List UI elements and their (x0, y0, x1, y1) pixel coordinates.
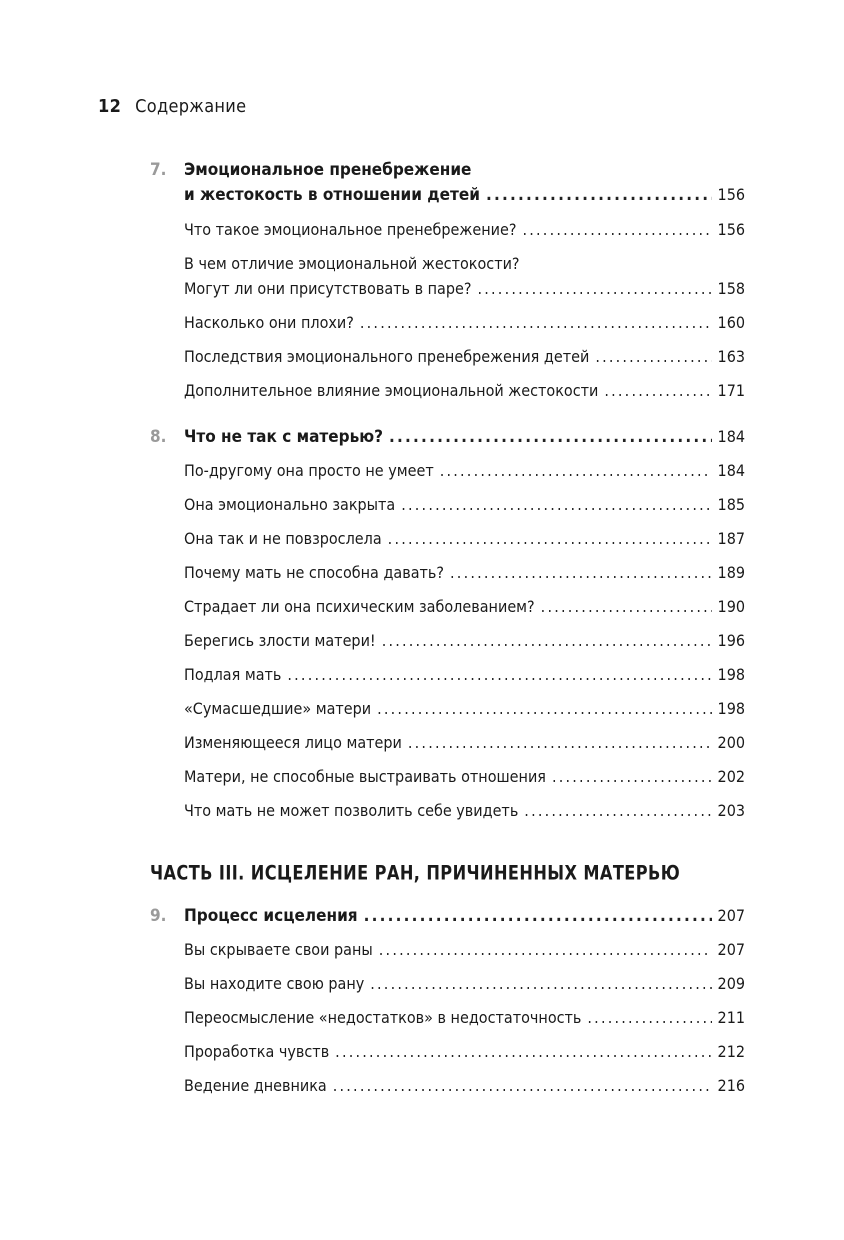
dot-leader (287, 665, 711, 684)
toc-entry[interactable] (184, 185, 745, 205)
section-title: Вы скрываете свои раны (184, 940, 373, 959)
dot-leader (486, 185, 712, 205)
section-title: Ведение дневника (184, 1076, 327, 1095)
dot-leader (389, 427, 712, 447)
part-title: ЧАСТЬ III. ИСЦЕЛЕНИЕ РАН, ПРИЧИНЕННЫХ МАТЕРЬЮ (150, 862, 681, 885)
page-reference: 203 (717, 801, 745, 820)
toc-entry[interactable] (184, 529, 745, 548)
dot-leader (604, 381, 711, 400)
chapter-number: 7. (150, 160, 167, 180)
section-title: Дополнительное влияние эмоциональной жестокости (184, 381, 599, 400)
toc-entry[interactable] (184, 1042, 745, 1061)
page-reference: 190 (717, 597, 745, 616)
dot-leader (541, 597, 712, 616)
toc-entry[interactable] (184, 733, 745, 752)
toc-entry[interactable] (184, 347, 745, 366)
toc-entry[interactable] (184, 427, 745, 447)
section-title: Почему мать не способна давать? (184, 563, 445, 582)
section-title: Страдает ли она психическим заболеванием? (184, 597, 535, 616)
dot-leader (379, 940, 712, 959)
page-reference: 156 (717, 185, 745, 204)
section-title: «Сумасшедшие» матери (184, 699, 372, 718)
page-reference: 211 (717, 1008, 745, 1027)
dot-leader (377, 699, 711, 718)
page-reference: 184 (717, 461, 745, 480)
running-head-title: Содержание (135, 96, 247, 117)
page-reference: 202 (717, 767, 745, 786)
toc-entry[interactable] (184, 279, 745, 298)
toc-entry[interactable] (184, 220, 745, 239)
dot-leader (408, 733, 712, 752)
section-title: Последствия эмоционального пренебрежения детей (184, 347, 590, 366)
dot-leader (333, 1076, 712, 1095)
page-reference: 212 (717, 1042, 745, 1061)
page-reference: 184 (717, 427, 745, 446)
page-reference: 198 (717, 699, 745, 718)
chapter-number: 9. (150, 906, 167, 926)
dot-leader (401, 495, 711, 514)
chapter-title-line2: и жестокость в отношении детей (184, 185, 480, 205)
chapter-title-line1: Эмоциональное пренебрежение (184, 160, 472, 180)
page-reference: 196 (717, 631, 745, 650)
dot-leader (524, 801, 711, 820)
running-head (98, 96, 246, 117)
section-title-line1: В чем отличие эмоциональной жестокости? (184, 254, 520, 273)
dot-leader (382, 631, 712, 650)
section-title: Могут ли они присутствовать в паре? (184, 279, 472, 298)
dot-leader (364, 906, 712, 926)
toc-entry[interactable] (184, 699, 745, 718)
page-reference: 185 (717, 495, 745, 514)
section-title: Берегись злости матери! (184, 631, 376, 650)
section-title: Она так и не повзрослела (184, 529, 382, 548)
chapter-title: Процесс исцеления (184, 906, 358, 926)
page-reference: 163 (717, 347, 745, 366)
toc-entry[interactable] (184, 940, 745, 959)
section-title: Насколько они плохи? (184, 313, 354, 332)
page-number: 12 (98, 96, 122, 117)
dot-leader (587, 1008, 711, 1027)
toc-entry[interactable] (184, 665, 745, 684)
dot-leader (335, 1042, 711, 1061)
section-title: Что мать не может позволить себе увидеть (184, 801, 519, 820)
dot-leader (523, 220, 712, 239)
dot-leader (595, 347, 711, 366)
page-reference: 160 (717, 313, 745, 332)
toc-entry[interactable] (184, 563, 745, 582)
toc-entry[interactable] (184, 597, 745, 616)
toc-entry[interactable] (184, 974, 745, 993)
section-title: Она эмоционально закрыта (184, 495, 396, 514)
toc-entry[interactable] (184, 631, 745, 650)
section-title: Матери, не способные выстраивать отношения (184, 767, 546, 786)
toc-entry[interactable] (184, 767, 745, 786)
dot-leader (450, 563, 712, 582)
page-reference: 187 (717, 529, 745, 548)
page-reference: 216 (717, 1076, 745, 1095)
page-reference: 156 (717, 220, 745, 239)
dot-leader (388, 529, 712, 548)
page-reference: 158 (717, 279, 745, 298)
toc-entry[interactable] (184, 1076, 745, 1095)
section-title: Изменяющееся лицо матери (184, 733, 402, 752)
page-reference: 200 (717, 733, 745, 752)
section-title: Проработка чувств (184, 1042, 330, 1061)
page-reference: 189 (717, 563, 745, 582)
toc-entry[interactable] (184, 381, 745, 400)
dot-leader (440, 461, 712, 480)
section-title: По-другому она просто не умеет (184, 461, 434, 480)
toc-entry[interactable] (184, 906, 745, 926)
page-reference: 209 (717, 974, 745, 993)
section-title: Вы находите свою рану (184, 974, 365, 993)
section-title: Переосмысление «недостатков» в недостаточность (184, 1008, 582, 1027)
section-title: Подлая мать (184, 665, 282, 684)
toc-entry[interactable] (184, 461, 745, 480)
dot-leader (552, 767, 712, 786)
page-reference: 207 (717, 940, 745, 959)
page-reference: 171 (717, 381, 745, 400)
toc-entry[interactable] (184, 801, 745, 820)
chapter-title: Что не так с матерью? (184, 427, 384, 447)
toc-entry[interactable] (184, 1008, 745, 1027)
dot-leader (360, 313, 712, 332)
section-title: Что такое эмоциональное пренебрежение? (184, 220, 517, 239)
chapter-number: 8. (150, 427, 167, 447)
dot-leader (478, 279, 712, 298)
toc-entry[interactable] (184, 495, 745, 514)
toc-entry[interactable] (184, 313, 745, 332)
page-reference: 207 (717, 906, 745, 925)
page-reference: 198 (717, 665, 745, 684)
dot-leader (370, 974, 711, 993)
